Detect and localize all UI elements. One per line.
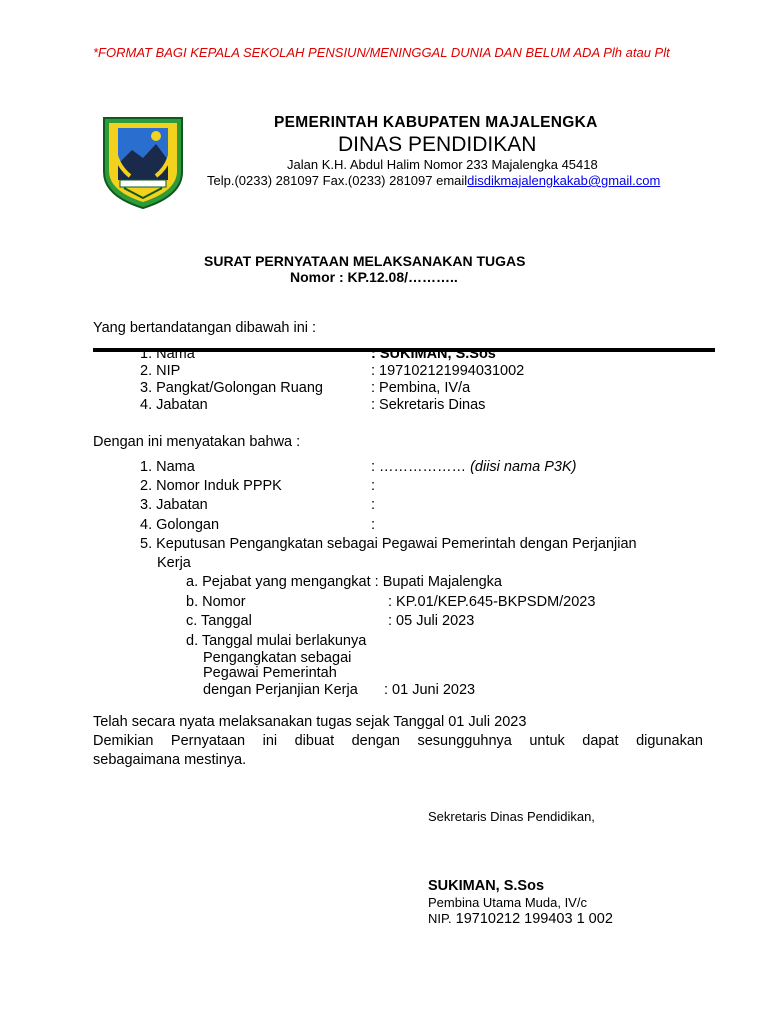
signer-value-4: : Sekretaris Dinas <box>371 397 486 413</box>
signature-name: SUKIMAN, S.Sos <box>428 878 545 894</box>
closing-line1: Telah secara nyata melaksanakan tugas sejak Tanggal 01 Juli 2023 <box>93 714 527 730</box>
header-address: Jalan K.H. Abdul Halim Nomor 233 Majalengka 45418 <box>287 157 598 172</box>
sub-c-value: : 05 Juli 2023 <box>388 613 475 629</box>
signer-label-3: 3. Pangkat/Golongan Ruang <box>140 380 323 396</box>
signature-role: Sekretaris Dinas Pendidikan, <box>428 809 595 824</box>
sub-d-line2: Pengangkatan sebagai <box>203 650 352 666</box>
subject-name-hint: (diisi nama P3K) <box>470 459 577 475</box>
sub-b-label: b. Nomor <box>186 594 246 610</box>
item5-line2: Kerja <box>157 555 191 571</box>
signature-nip <box>428 910 613 928</box>
signer-label-2: 2. NIP <box>140 363 181 379</box>
closing-line2: Demikian Pernyataan ini dibuat dengan sesungguhnya untuk dapat digunakan <box>93 733 703 749</box>
sub-a: a. Pejabat yang mengangkat : Bupati Majalengka <box>186 574 502 590</box>
nip-value: 19710212 199403 1 002 <box>451 911 613 927</box>
sub-d-line1: d. Tanggal mulai berlakunya <box>186 633 367 649</box>
email-link[interactable]: disdikmajalengkakab@gmail.com <box>467 173 661 188</box>
sub-b-value: : KP.01/KEP.645-BKPSDM/2023 <box>388 594 596 610</box>
document-number: Nomor : KP.12.08/……….. <box>290 269 458 285</box>
header-government: PEMERINTAH KABUPATEN MAJALENGKA <box>274 114 598 131</box>
subject-label-1: 1. Nama <box>140 459 195 475</box>
subject-label-2: 2. Nomor Induk PPPK <box>140 478 282 494</box>
format-note: *FORMAT BAGI KEPALA SEKOLAH PENSIUN/MENINGGAL DUNIA DAN BELUM ADA Plh atau Plt <box>93 45 670 60</box>
signer-label-4: 4. Jabatan <box>140 397 208 413</box>
signer-value-3: : Pembina, IV/a <box>371 380 471 396</box>
sub-d-line3: Pegawai Pemerintah <box>203 665 337 681</box>
header-phone: Telp.(0233) 281097 Fax.(0233) 281097 email <box>207 173 468 188</box>
intro-text: Yang bertandatangan dibawah ini : <box>93 320 317 336</box>
sub-c-label: c. Tanggal <box>186 613 252 629</box>
subject-value-2: : <box>371 478 376 494</box>
subject-value-4: : <box>371 517 376 533</box>
subject-value-1 <box>371 459 576 475</box>
majalengka-emblem-icon <box>100 114 186 210</box>
signer-value-1: : SUKIMAN, S.Sos <box>371 346 496 362</box>
subject-label-3: 3. Jabatan <box>140 497 208 513</box>
declare-text: Dengan ini menyatakan bahwa : <box>93 434 301 450</box>
signer-label-1: 1. Nama <box>140 346 195 362</box>
document-title: SURAT PERNYATAAN MELAKSANAKAN TUGAS <box>204 253 526 269</box>
signer-value-2: : 197102121994031002 <box>371 363 525 379</box>
subject-name-blank: : ……………… <box>371 459 471 475</box>
header-agency: DINAS PENDIDIKAN <box>338 133 537 156</box>
subject-value-3: : <box>371 497 376 513</box>
closing-line3: sebagaimana mestinya. <box>93 752 247 768</box>
sub-d-line4: dengan Perjanjian Kerja <box>203 682 358 698</box>
subject-label-4: 4. Golongan <box>140 517 220 533</box>
nip-label: NIP. <box>428 911 452 926</box>
signature-rank: Pembina Utama Muda, IV/c <box>428 895 587 910</box>
header-contact <box>207 173 660 188</box>
item5-line1: 5. Keputusan Pengangkatan sebagai Pegawai Pemerintah dengan Perjanjian <box>140 536 637 552</box>
sub-d-value: : 01 Juni 2023 <box>384 682 476 698</box>
